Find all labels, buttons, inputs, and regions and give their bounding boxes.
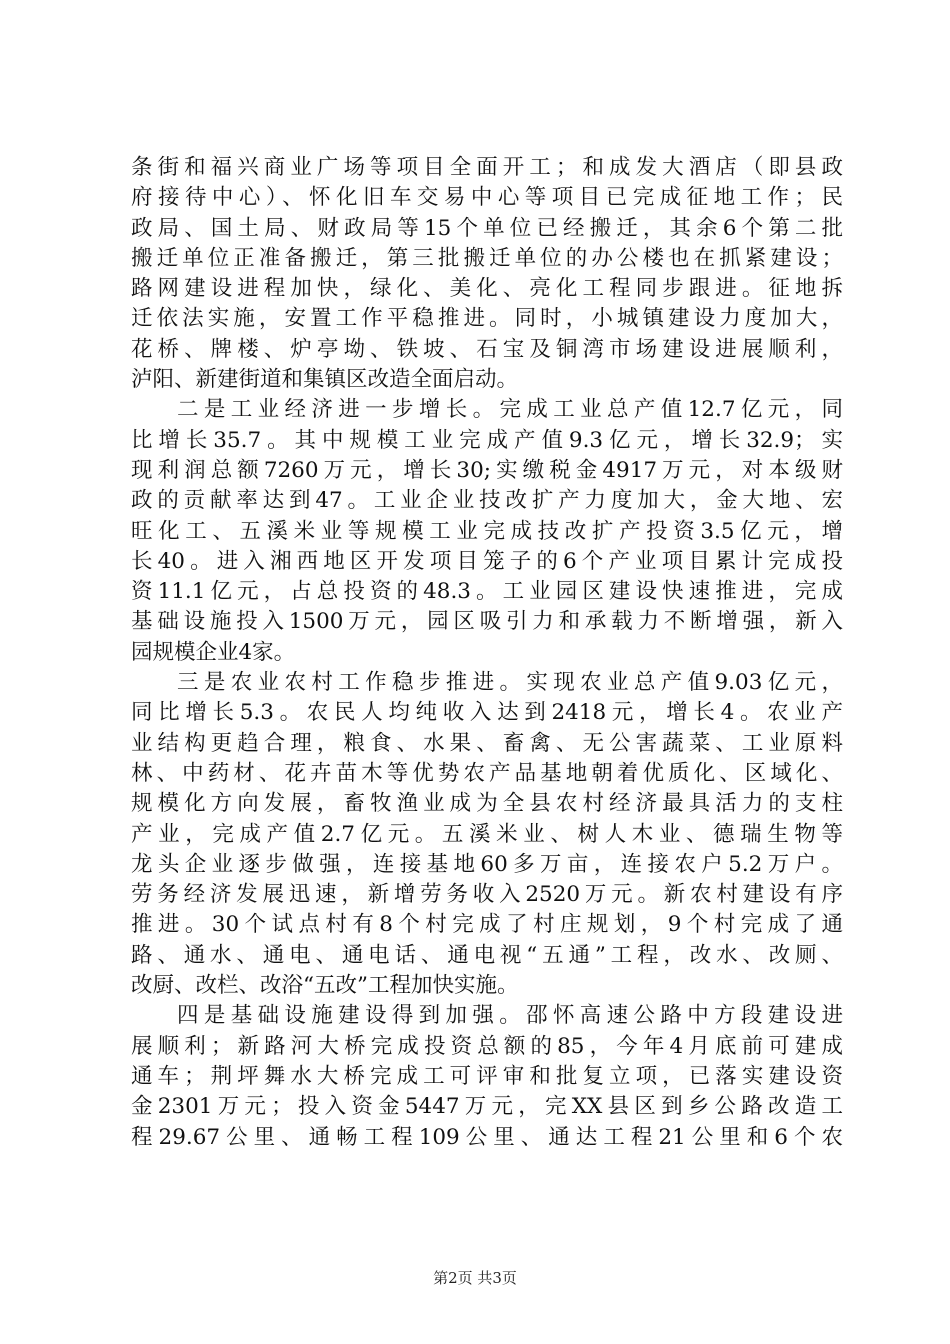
text-line: 搬迁单位正准备搬迁，第三批搬迁单位的办公楼也在抓紧建设；	[131, 245, 843, 271]
text-line: 政的贡献率达到47。工业企业技改扩产力度加大，金大地、宏	[131, 488, 843, 514]
text-line: 园规模企业4家。	[131, 639, 296, 665]
text-line: 金2301万元；投入资金5447万元，完XX县区到乡公路改造工	[131, 1094, 843, 1120]
text-line: 推进。30个试点村有8个村完成了村庄规划，9个村完成了通	[131, 912, 843, 938]
text-line: 龙头企业逐步做强，连接基地60多万亩，连接农户5.2万户。	[131, 851, 843, 877]
text-line: 规模化方向发展，畜牧渔业成为全县农村经济最具活力的支柱	[131, 791, 843, 817]
text-line: 路网建设进程加快，绿化、美化、亮化工程同步跟进。征地拆	[131, 276, 843, 302]
text-line: 旺化工、五溪米业等规模工业完成技改扩产投资3.5亿元，增	[131, 518, 843, 544]
text-line: 府接待中心）、怀化旧车交易中心等项目已完成征地工作；民	[131, 185, 843, 211]
text-line: 迁依法实施，安置工作平稳推进。同时，小城镇建设力度加大，	[131, 306, 843, 332]
text-line: 改厨、改栏、改浴“五改”工程加快实施。	[131, 973, 519, 999]
text-line: 同比增长5.3。农民人均纯收入达到2418元，增长4。农业产	[131, 700, 843, 726]
text-line: 四是基础设施建设得到加强。邵怀高速公路中方段建设进	[177, 1003, 843, 1029]
text-line: 二是工业经济进一步增长。完成工业总产值12.7亿元，同	[177, 397, 843, 423]
text-line: 路、通水、通电、通电话、通电视“五通”工程，改水、改厕、	[131, 942, 843, 968]
text-line: 产业，完成产值2.7亿元。五溪米业、树人木业、德瑞生物等	[131, 821, 843, 847]
text-line: 通车；荆坪舞水大桥完成工可评审和批复立项，已落实建设资	[131, 1063, 843, 1089]
text-line: 条街和福兴商业广场等项目全面开工；和成发大酒店（即县政	[131, 155, 843, 180]
text-line: 程29.67公里、通畅工程109公里、通达工程21公里和6个农	[131, 1124, 843, 1150]
text-line: 长40。进入湘西地区开发项目笼子的6个产业项目累计完成投	[131, 548, 843, 574]
text-line: 基础设施投入1500万元，园区吸引力和承载力不断增强，新入	[131, 609, 843, 635]
text-line: 比增长35.7。其中规模工业完成产值9.3亿元，增长32.9；实	[131, 427, 843, 453]
text-line: 业结构更趋合理，粮食、水果、畜禽、无公害蔬菜、工业原料	[131, 730, 843, 756]
text-line: 三是农业农村工作稳步推进。实现农业总产值9.03亿元，	[177, 670, 843, 696]
text-line: 劳务经济发展迅速，新增劳务收入2520万元。新农村建设有序	[131, 882, 843, 908]
text-line: 政局、国土局、财政局等15个单位已经搬迁，其余6个第二批	[131, 215, 843, 241]
text-line: 现利润总额7260万元，增长30;实缴税金4917万元，对本级财	[131, 457, 843, 483]
text-line: 林、中药材、花卉苗木等优势农产品基地朝着优质化、区域化、	[131, 760, 843, 786]
document-body	[131, 153, 843, 1153]
text-line: 泸阳、新建街道和集镇区改造全面启动。	[131, 367, 519, 393]
text-line: 资11.1亿元，占总投资的48.3。工业园区建设快速推进，完成	[131, 579, 843, 605]
page-number-footer: 第2页 共3页	[433, 1269, 517, 1287]
text-line: 展顺利；新路河大桥完成投资总额的85，今年4月底前可建成	[131, 1033, 843, 1059]
text-line: 花桥、牌楼、炉亭坳、铁坡、石宝及铜湾市场建设进展顺利，	[131, 336, 843, 362]
